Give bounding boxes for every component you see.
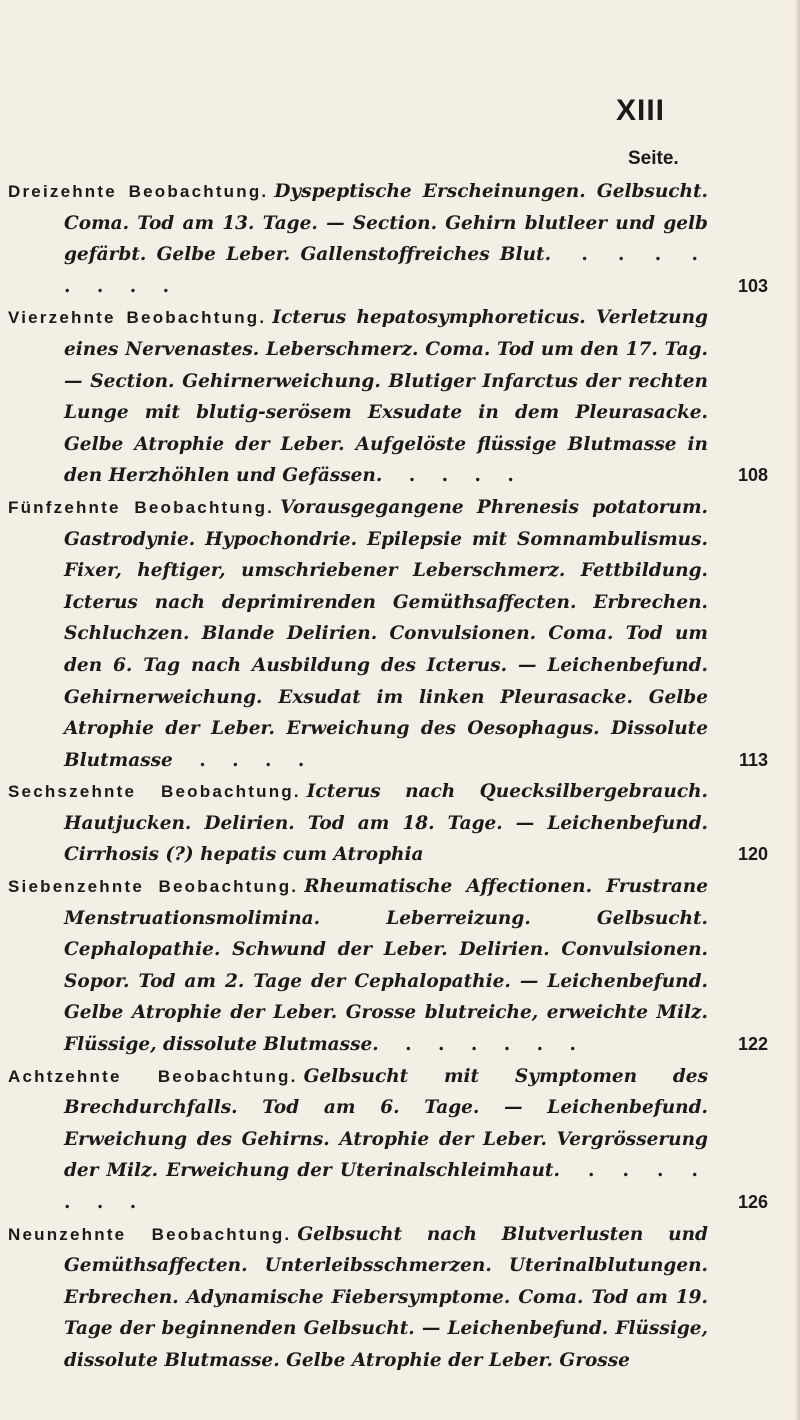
entry-page: 120 <box>737 844 768 865</box>
table-of-contents <box>8 176 768 1377</box>
page-edge <box>794 0 800 1420</box>
toc-entry <box>8 1061 768 1219</box>
entry-text: Gelbsucht nach Blutverlusten und Gemüthsaffecten. Unterleibsschmerzen. Uterinalblutungen. Erbrechen. Adynamische Fiebersymptome. Coma. Tod am 19. Tage der beginnenden Gelbsucht. — Leichenbefund. Flüssige, dissolute Blutmasse. Gelbe Atrophie der Leber. Grosse <box>64 1223 708 1371</box>
toc-entry <box>8 871 768 1061</box>
entry-text: Icterus nach Quecksilbergebrauch. Hautjucken. Delirien. Tod am 18. Tage. — Leichenbefund. Cirrhosis (?) hepatis cum Atrophia <box>64 781 708 866</box>
entry-label: Sechszehnte Beobachtung. <box>8 782 301 802</box>
page-number: XIII <box>616 94 666 127</box>
entry-label: Siebenzehnte Beobachtung. <box>8 877 299 897</box>
dot-leader: . . . . . . . . <box>64 244 708 297</box>
entry-label: Dreizehnte Beobachtung. <box>8 182 269 201</box>
entry-text: Gelbsucht mit Symptomen des Brechdurchfalls. Tod am 6. Tage. — Leichenbefund. Erweichung des Gehirns. Atrophie der Leber. Vergrösserung der Milz. Erweichung der Uterinalschleimhaut. <box>64 1065 708 1182</box>
entry-page: 103 <box>737 275 768 296</box>
entry-page: 122 <box>737 1034 768 1055</box>
entry-label: Achtzehnte Beobachtung. <box>8 1066 298 1086</box>
dot-leader: . . . . <box>392 465 524 487</box>
dot-leader: . . . . <box>182 749 315 771</box>
entry-text: Rheumatische Affectionen. Frustrane Menstruationsmolimina. Leberreizung. Gelbsucht. Cephalopathie. Schwund der Leber. Delirien. Convulsionen. Sopor. Tod am 2. Tage der Cephalopathie. — Leichenbefund. Gelbe Atrophie der Leber. Grosse blutreiche, erweichte Milz. Flüssige, dissolute Blutmasse. <box>64 876 708 1056</box>
entry-text: Dyspeptische Erscheinungen. Gelbsucht. Coma. Tod am 13. Tage. — Section. Gehirn blutleer und gelb gefärbt. Gelbe Leber. Gallenstoffreiches Blut. <box>64 181 708 266</box>
entry-label: Vierzehnte Beobachtung. <box>8 308 267 328</box>
entry-page: 108 <box>737 465 768 486</box>
toc-entry <box>8 492 768 776</box>
toc-entry <box>8 776 768 871</box>
entry-text: Icterus hepatosymphoreticus. Verletzung eines Nervenastes. Leberschmerz. Coma. Tod um den 17. Tag. — Section. Gehirnerweichung. Blutiger Infarctus der rechten Lunge mit blutig-serösem Exsudate in dem Pleurasacke. Gelbe Atrophie der Leber. Aufgelöste flüssige Blutmasse in den Herzhöhlen und Gefässen. <box>64 307 708 487</box>
entry-text: Vorausgegangene Phrenesis potatorum. Gastrodynie. Hypochondrie. Epilepsie mit Somnambulismus. Fixer, heftiger, umschriebener Leberschmerz. Fettbildung. Icterus nach deprimirenden Gemüthsaffecten. Erbrechen. Schluchzen. Blande Delirien. Convulsionen. Coma. Tod um den 6. Tag nach Ausbildung des Icterus. — Leichenbefund. Gehirnerweichung. Exsudat im linken Pleurasacke. Gelbe Atrophie der Leber. Erweichung des Oesophagus. Dissolute Blutmasse <box>64 496 708 771</box>
toc-entry <box>8 1219 768 1377</box>
entry-page: 126 <box>737 1192 768 1212</box>
entry-label: Fünfzehnte Beobachtung. <box>8 497 275 517</box>
dot-leader: . . . . . . <box>388 1034 586 1056</box>
entry-label: Neunzehnte Beobachtung. <box>8 1224 292 1244</box>
toc-entry <box>8 176 768 302</box>
toc-entry <box>8 302 768 492</box>
dot-leader: . . . . . . . <box>64 1160 708 1213</box>
entry-page: 113 <box>738 749 768 770</box>
column-header: Seite. <box>628 148 679 169</box>
